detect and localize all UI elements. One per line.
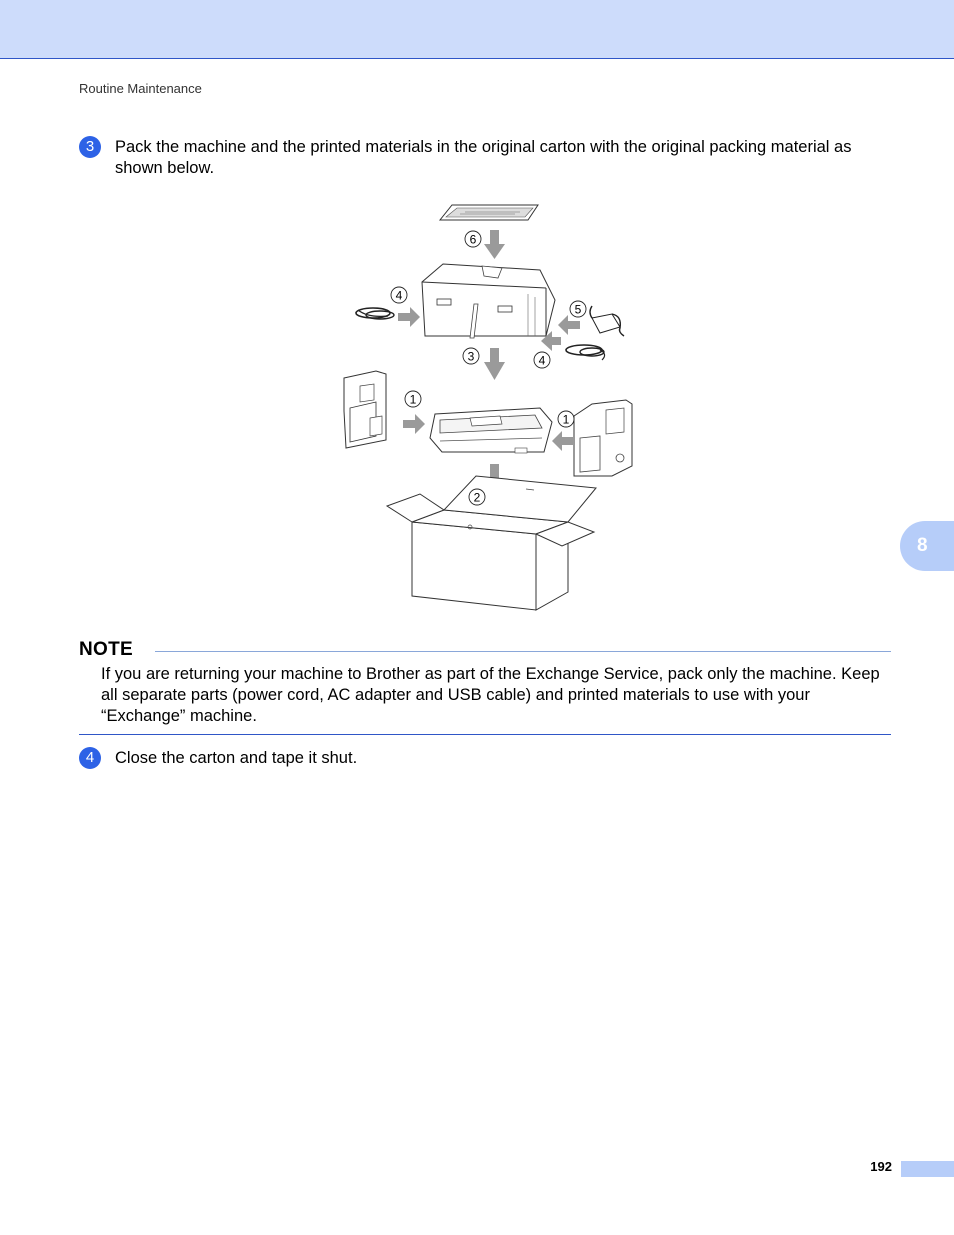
printed-materials-illustration [440,205,538,220]
note-divider-bottom [79,734,891,735]
callout-3-label: 3 [467,349,475,364]
callout-1-left-label: 1 [409,392,417,407]
arrow-1-right [552,431,574,451]
callout-4-right [534,352,550,368]
step-text: Close the carton and tape it shut. [115,749,358,767]
callout-4-left [391,287,407,303]
callout-3 [463,348,479,364]
callout-1-left [405,391,421,407]
callout-5-label: 5 [574,302,582,317]
callout-5 [570,301,586,317]
packing-diagram-svg [330,196,640,616]
running-header: Routine Maintenance [79,81,202,96]
ac-adapter-illustration [590,306,624,336]
scanner-machine-illustration [430,408,552,453]
power-cord-illustration [566,345,605,360]
callout-1-right [558,411,574,427]
packing-illustration [330,196,640,616]
carton-box-illustration [387,476,596,610]
callout-2 [469,489,485,505]
machine-in-bag-illustration [422,264,555,338]
callout-1-right-label: 1 [562,412,570,427]
note-title: NOTE [79,639,133,660]
callout-2-label: 2 [473,490,481,505]
step-number-badge: 4 [79,747,101,769]
arrow-5 [558,315,580,335]
chapter-tab[interactable]: 8 [900,521,954,571]
callout-4-right-label: 4 [538,353,546,368]
left-foam-cushion-illustration [344,371,386,448]
usb-cable-illustration [356,308,394,319]
callout-6 [465,231,481,247]
note-text: If you are returning your machine to Brother as part of the Exchange Service, pack only the machine. Keep all separate parts (power cord, AC adapter and USB cable) and printed materials to use with your “Exchange” machine. [101,665,880,725]
footer-bar [901,1161,954,1177]
step-number-badge: 3 [79,136,101,158]
step-text: Pack the machine and the printed materials in the original carton with the original packing material as shown below. [115,138,852,177]
callout-6-label: 6 [469,232,477,247]
page-number: 192 [870,1159,892,1174]
callout-4-left-label: 4 [395,288,403,303]
note-divider-top [155,651,891,652]
arrow-1-left [403,414,425,434]
arrow-6 [484,230,505,259]
header-band [0,0,954,59]
arrow-4-left [398,307,420,327]
arrow-3 [484,348,505,380]
right-foam-cushion-illustration [574,400,632,476]
